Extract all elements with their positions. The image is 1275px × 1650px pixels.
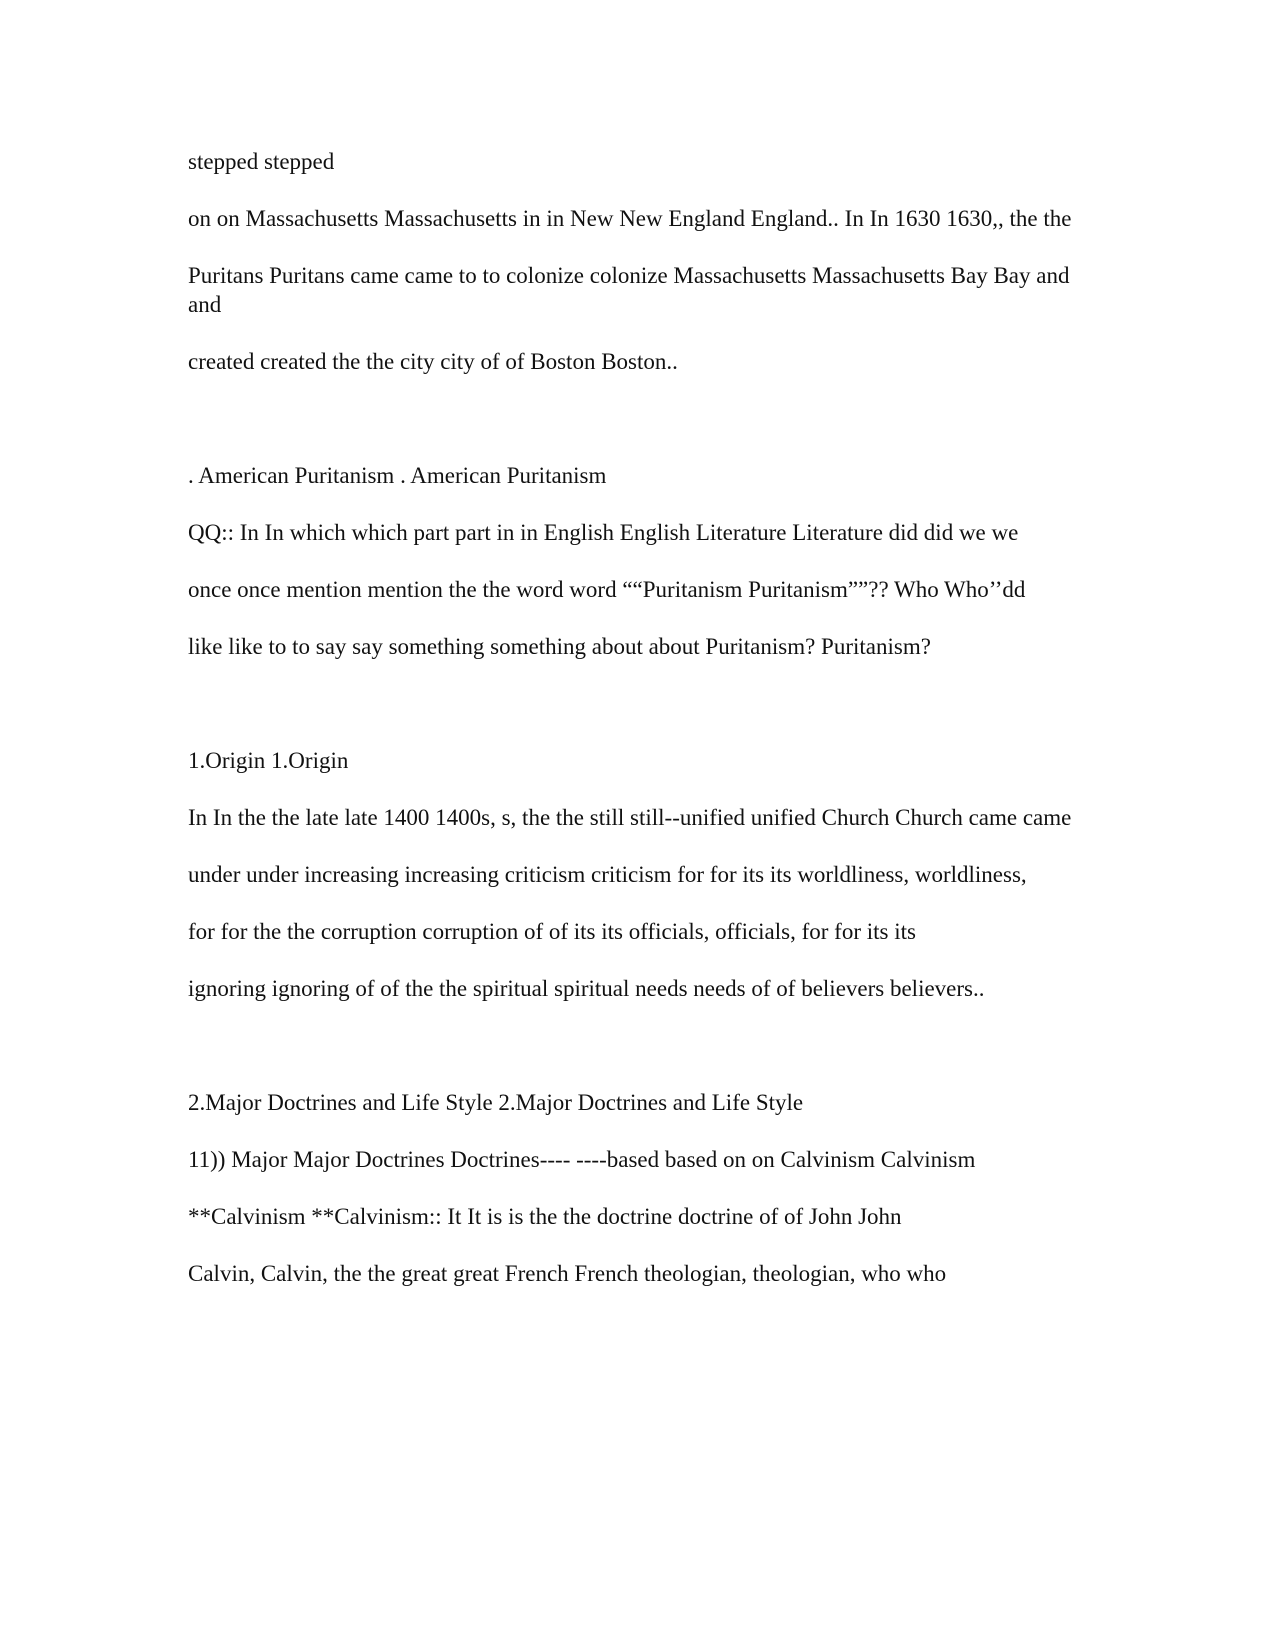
section-spacer [188, 1031, 1078, 1088]
origin-text-1: In In the the late late 1400 1400s, s, the the still still--unified unified Church Church came came [188, 805, 1072, 830]
doctrines-text-3: Calvin, Calvin, the the great great French French theologian, theologian, who who [188, 1261, 947, 1286]
section-heading-origin: 1.Origin 1.Origin [188, 748, 349, 773]
paragraph-4: created created the the city city of of Boston Boston.. [188, 349, 678, 374]
paragraph-1: stepped stepped [188, 149, 335, 174]
origin-text-4: ignoring ignoring of of the the spiritual spiritual needs needs of of believers believers.. [188, 976, 985, 1001]
doctrines-text-1: 11)) Major Major Doctrines Doctrines---- ----based based on on Calvinism Calvinism [188, 1147, 976, 1172]
section-spacer [188, 404, 1078, 461]
paragraph-3: Puritans Puritans came came to to colonize colonize Massachusetts Massachusetts Bay Bay and and [188, 263, 1070, 317]
section-heading-american-puritanism: . American Puritanism . American Puritanism [188, 463, 607, 488]
doctrines-text-2: **Calvinism **Calvinism:: It It is is the the doctrine doctrine of of John John [188, 1204, 902, 1229]
question-line-2: once once mention mention the the word word ““Puritanism Puritanism””?? Who Who’’dd [188, 577, 1026, 602]
origin-text-3: for for the the corruption corruption of of its its officials, officials, for for its its [188, 919, 916, 944]
question-line-3: like like to to say say something something about about Puritanism? Puritanism? [188, 634, 931, 659]
section-heading-major-doctrines: 2.Major Doctrines and Life Style 2.Major Doctrines and Life Style [188, 1090, 804, 1115]
origin-text-2: under under increasing increasing criticism criticism for for its its worldliness, worldliness, [188, 862, 1027, 887]
question-line-1: QQ:: In In which which part part in in English English Literature Literature did did we we [188, 520, 1019, 545]
document-body [188, 147, 1078, 1316]
paragraph-2: on on Massachusetts Massachusetts in in New New England England.. In In 1630 1630,, the the [188, 206, 1072, 231]
section-spacer [188, 689, 1078, 746]
